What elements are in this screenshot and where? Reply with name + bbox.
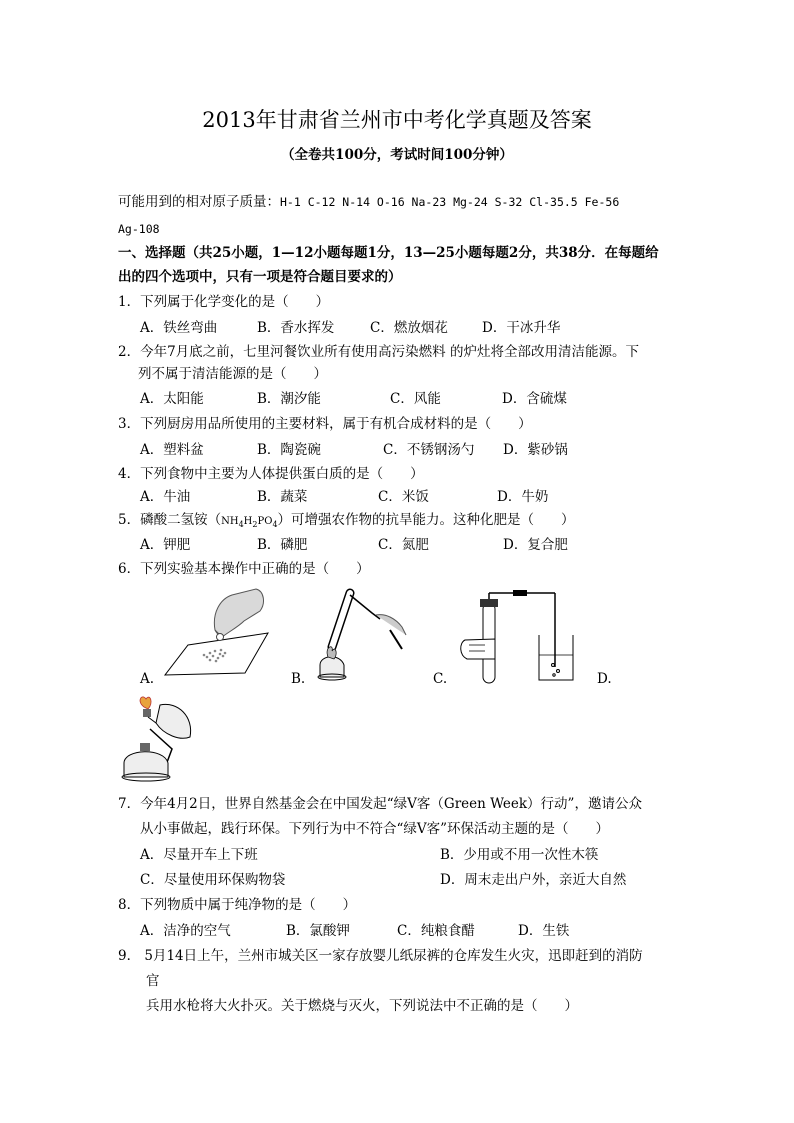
question-9-stem-line1: 9． 5月14日上午，兰州市城关区一家存放婴儿纸尿裤的仓库发生火灾，迅即赶到的消防: [118, 948, 643, 964]
atomic-mass-values: H-1 C-12 N-14 O-16 Na-23 Mg-24 S-32 Cl-35.5 Fe-56: [280, 195, 620, 209]
q5-option-c: C．氮肥: [378, 537, 429, 553]
q7-option-c: C．尽量使用环保购物袋: [140, 872, 286, 888]
q5-formula-sub-4b: 4: [272, 520, 278, 529]
q5-formula-h: H: [243, 516, 253, 527]
atomic-mass-line: [118, 193, 619, 211]
page-subtitle: （全卷共100分，考试时间100分钟）: [281, 147, 513, 163]
q1-option-b: B．香水挥发: [257, 320, 335, 336]
q5-stem-suffix: ）可增强农作物的抗旱能力。这种化肥是（ ）: [277, 512, 575, 528]
question-7-stem-line2: 从小事做起，践行环保。下列行为中不符合“绿V客”环保活动主题的是（ ）: [140, 821, 610, 837]
q6-label-d: D.: [597, 671, 612, 687]
q5-formula: [221, 516, 277, 527]
q4-option-d: D．牛奶: [497, 489, 549, 505]
q5-option-a: A．钾肥: [140, 537, 191, 553]
question-8-stem: 8．下列物质中属于纯净物的是（ ）: [118, 897, 357, 913]
q1-option-a: A．铁丝弯曲: [140, 320, 218, 336]
question-3-stem: 3．下列厨房用品所使用的主要材料，属于有机合成材料的是（ ）: [118, 416, 532, 432]
question-4-stem: 4．下列食物中主要为人体提供蛋白质的是（ ）: [118, 466, 424, 482]
q2-option-b: B．潮汐能: [257, 391, 321, 407]
q6-image-a-hand-adding-solid: [160, 585, 275, 680]
q2-option-c: C．风能: [390, 391, 441, 407]
q8-option-c: C．纯粮食醋: [397, 923, 475, 939]
atomic-mass-label: 可能用到的相对原子质量：: [118, 194, 280, 210]
q3-option-c: C．不锈钢汤勺: [383, 442, 475, 458]
q7-option-a: A．尽量开车上下班: [140, 847, 258, 863]
question-7-stem-line1: 7．今年4月2日，世界自然基金会在中国发起“绿V客（Green Week）行动”，邀请公众: [118, 796, 642, 812]
q4-option-a: A．牛油: [140, 489, 191, 505]
q8-option-d: D．生铁: [518, 923, 570, 939]
atomic-mass-continuation: Ag-108: [118, 222, 160, 236]
q5-formula-sub-2: 2: [252, 520, 258, 529]
q3-option-d: D．紫砂锅: [503, 442, 568, 458]
question-5-stem: [118, 511, 575, 534]
q2-option-a: A．太阳能: [140, 391, 204, 407]
q6-label-c: C.: [433, 671, 448, 687]
question-9-stem-line2: 官: [146, 973, 160, 989]
section-heading-line1: 一、选择题（共25小题，1—12小题每题1分，13—25小题每题2分，共38分．在每题给: [118, 245, 659, 261]
question-9-stem-line3: 兵用水枪将大火扑灭。关于燃烧与灭火，下列说法中不正确的是（ ）: [146, 998, 578, 1014]
q2-option-d: D．含硫煤: [502, 391, 567, 407]
q5-stem-prefix: 5．磷酸二氢铵（: [118, 512, 222, 528]
q3-option-a: A．塑料盆: [140, 442, 204, 458]
q6-image-b-heating-test-tube: [310, 585, 415, 690]
q1-option-d: D．干冰升华: [482, 320, 561, 336]
q7-option-b: B．少用或不用一次性木筷: [440, 847, 599, 863]
question-6-stem: 6．下列实验基本操作中正确的是（ ）: [118, 561, 370, 577]
q5-option-b: B．磷肥: [257, 537, 308, 553]
q6-image-d-lighting-alcohol-lamp: [110, 693, 205, 785]
question-1-stem: 1．下列属于化学变化的是（ ）: [118, 294, 330, 310]
q4-option-c: C．米饭: [378, 489, 429, 505]
q5-formula-po: PO: [257, 516, 273, 527]
q5-option-d: D．复合肥: [503, 537, 568, 553]
q5-formula-nh: NH: [221, 516, 239, 527]
q6-label-a: A.: [140, 671, 155, 687]
q1-option-c: C．燃放烟花: [370, 320, 448, 336]
section-heading-line2: 出的四个选项中，只有一项是符合题目要求的）: [118, 269, 402, 285]
q7-option-d: D．周末走出户外，亲近大自然: [440, 872, 627, 888]
question-2-stem-line2: 列不属于清洁能源的是（ ）: [138, 366, 327, 382]
q8-option-b: B．氯酸钾: [286, 923, 350, 939]
q4-option-b: B．蔬菜: [257, 489, 308, 505]
page-title: 2013年甘肃省兰州市中考化学真题及答案: [202, 108, 592, 132]
q8-option-a: A．洁净的空气: [140, 923, 231, 939]
q6-image-c-airtightness-check: [455, 585, 585, 685]
q5-formula-sub-4: 4: [238, 520, 244, 529]
q6-label-b: B.: [291, 671, 306, 687]
q3-option-b: B．陶瓷碗: [257, 442, 321, 458]
question-2-stem-line1: 2．今年7月底之前，七里河餐饮业所有使用高污染燃料 的炉灶将全部改用清洁能源。下: [118, 344, 639, 360]
